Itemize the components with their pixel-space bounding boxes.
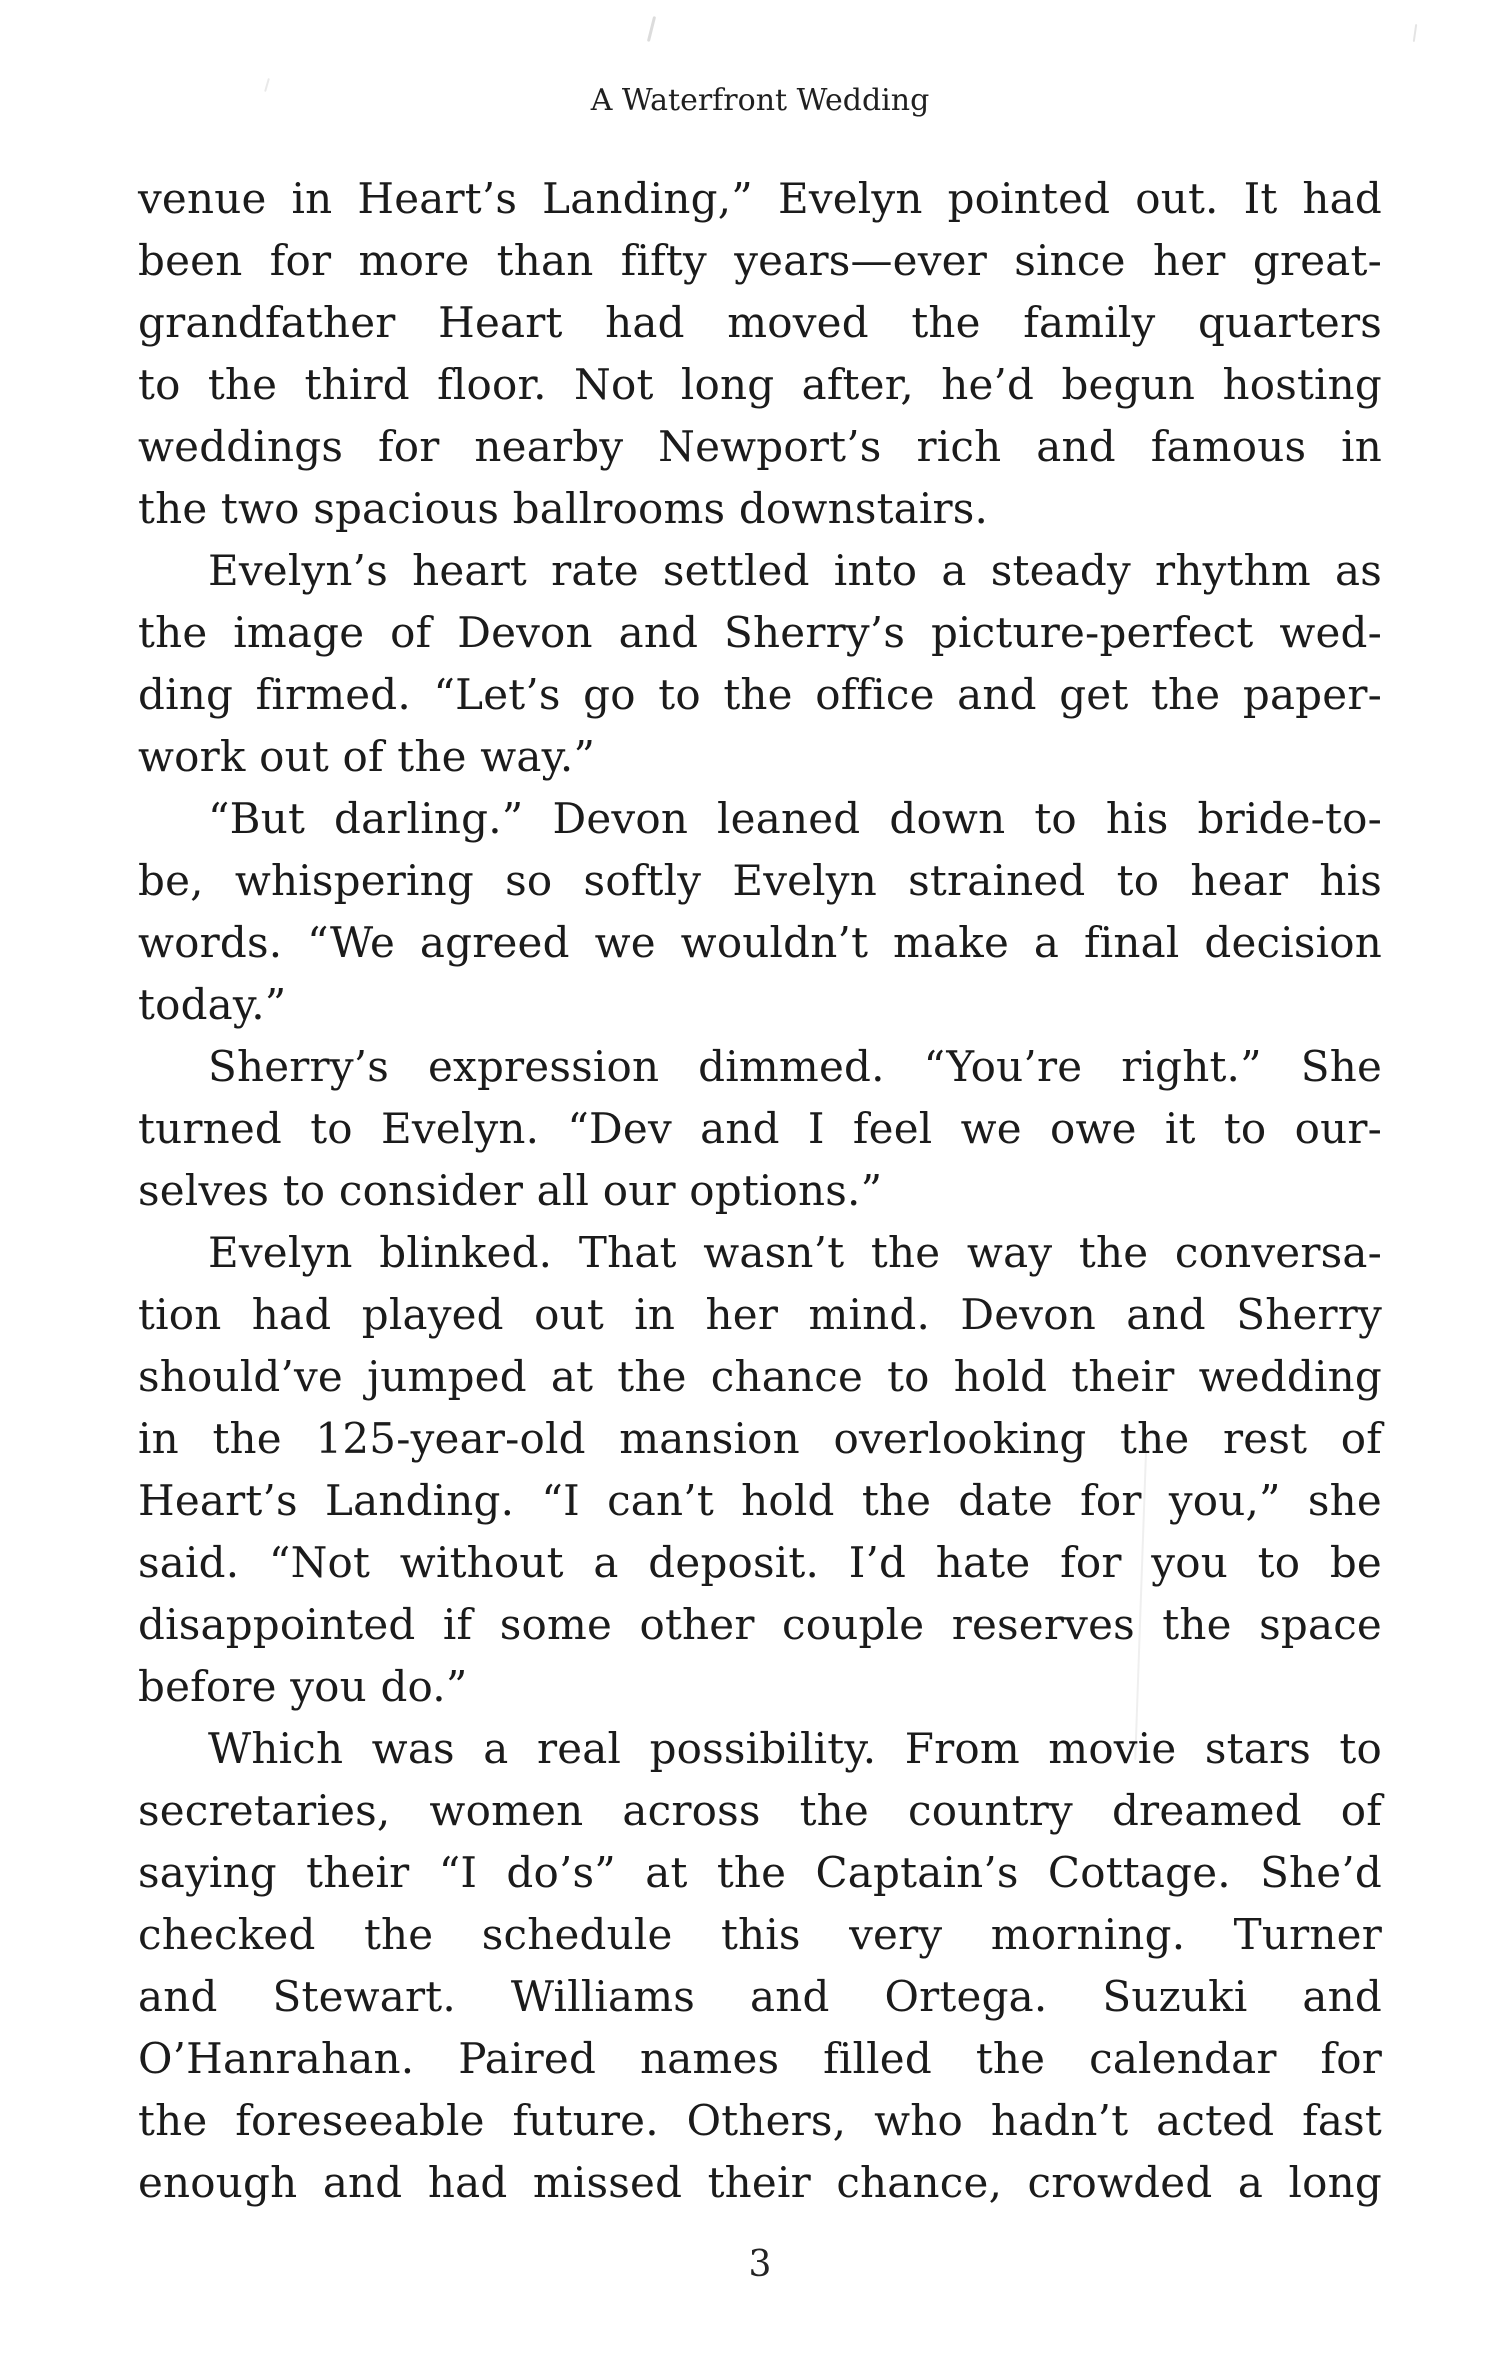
text-line: enough and had missed their chance, crowded a long <box>138 2158 1382 2207</box>
text-line: in the 125-year-old mansion overlooking the rest of <box>138 1414 1382 1463</box>
text-line: Evelyn’s heart rate settled into a steady rhythm as <box>208 546 1382 595</box>
text-line: Sherry’s expression dimmed. “You’re right.” She <box>208 1042 1382 1091</box>
text-line: ding firmed. “Let’s go to the office and get the paper- <box>138 670 1382 719</box>
text-line: before you do.” <box>138 1662 468 1711</box>
text-line: the two spacious ballrooms downstairs. <box>138 484 989 533</box>
text-line: tion had played out in her mind. Devon and Sherry <box>138 1290 1382 1339</box>
text-line: disappointed if some other couple reserves the space <box>138 1600 1382 1649</box>
text-line: and Stewart. Williams and Ortega. Suzuki and <box>138 1972 1382 2021</box>
text-line: been for more than fifty years—ever since her great- <box>138 236 1382 285</box>
running-header: A Waterfront Wedding <box>590 83 930 118</box>
text-line: venue in Heart’s Landing,” Evelyn pointed out. It had <box>138 174 1382 223</box>
text-line: work out of the way.” <box>138 732 596 781</box>
text-line: O’Hanrahan. Paired names filled the calendar for <box>138 2034 1382 2083</box>
text-line: should’ve jumped at the chance to hold their wedding <box>138 1352 1382 1401</box>
text-line: to the third floor. Not long after, he’d begun hosting <box>138 360 1382 409</box>
text-line: “But darling.” Devon leaned down to his bride-to- <box>208 794 1382 843</box>
text-line: Heart’s Landing. “I can’t hold the date for you,” she <box>138 1476 1382 1525</box>
text-line: the image of Devon and Sherry’s picture-perfect wed- <box>138 608 1382 657</box>
text-line: checked the schedule this very morning. Turner <box>138 1910 1382 1959</box>
text-line: Which was a real possibility. From movie stars to <box>208 1724 1382 1773</box>
text-line: secretaries, women across the country dreamed of <box>138 1786 1382 1835</box>
text-line: words. “We agreed we wouldn’t make a final decision <box>138 918 1382 967</box>
text-line: grandfather Heart had moved the family quarters <box>138 298 1382 347</box>
text-line: the foreseeable future. Others, who hadn’t acted fast <box>138 2096 1382 2145</box>
scan-artifact <box>1413 24 1417 42</box>
text-line: Evelyn blinked. That wasn’t the way the conversa- <box>208 1228 1382 1277</box>
text-line: saying their “I do’s” at the Captain’s Cottage. She’d <box>138 1848 1382 1897</box>
text-line: selves to consider all our options.” <box>138 1166 883 1215</box>
text-line: be, whispering so softly Evelyn strained to hear his <box>138 856 1382 905</box>
text-line: today.” <box>138 980 287 1029</box>
text-line: weddings for nearby Newport’s rich and famous in <box>138 422 1382 471</box>
scan-artifact <box>647 16 656 42</box>
body-text <box>138 168 1382 2214</box>
text-line: turned to Evelyn. “Dev and I feel we owe it to our- <box>138 1104 1382 1153</box>
text-line: said. “Not without a deposit. I’d hate for you to be <box>138 1538 1382 1587</box>
page-number: 3 <box>748 2244 772 2285</box>
